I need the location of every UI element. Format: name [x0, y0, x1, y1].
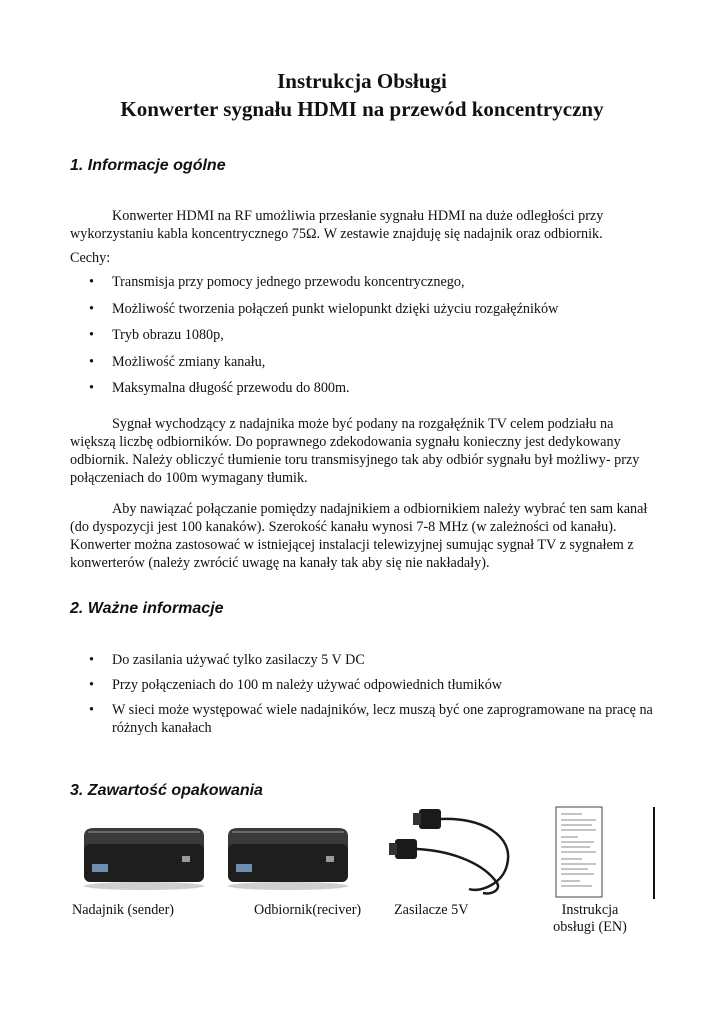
section-1-heading: 1. Informacje ogólne: [70, 157, 226, 174]
list-item: • Możliwość zmiany kanału,: [89, 353, 266, 370]
features-label: Cechy:: [70, 250, 111, 266]
caption-sender: Nadajnik (sender): [72, 902, 175, 918]
bullet-icon: •: [89, 353, 94, 370]
bullet-icon: •: [89, 677, 94, 693]
caption-manual-line2: obsługi (EN): [553, 919, 627, 935]
list-item: • Tryb obrazu 1080p,: [89, 327, 224, 343]
caption-manual-line1: Instrukcja: [561, 902, 619, 918]
list-item: • Przy połączeniach do 100 m należy używać odpowiednich tłumików: [89, 677, 503, 693]
list-item: • Transmisja przy pomocy jednego przewodu koncentrycznego,: [89, 274, 465, 290]
caption-manual: [545, 902, 635, 936]
section-2-heading: 2. Ważne informacje: [70, 600, 224, 617]
caption-receiver: Odbiornik(reciver): [254, 902, 362, 918]
intro-paragraph: Konwerter HDMI na RF umożliwia przesłanie sygnału HDMI na duże odległości przy wykorzystaniu kabla koncentrycznego 75Ω. W zestawie znajduję się nadajnik oraz odbiornik.: [70, 208, 604, 242]
sender-device-image: [78, 822, 210, 892]
section-3-heading: 3. Zawartość opakowania: [70, 782, 263, 799]
document-subtitle: Konwerter sygnału HDMI na przewód koncentryczny: [120, 97, 604, 121]
bullet-icon: •: [89, 274, 94, 290]
bullet-icon: •: [89, 702, 94, 718]
manual-image: [552, 805, 658, 901]
bullet-icon: •: [89, 300, 94, 317]
bullet-icon: •: [89, 652, 94, 668]
splitter-paragraph: Sygnał wychodzący z nadajnika może być podany na rozgałęźnik TV celem podziału na większą liczbę odbiorników. Do poprawnego zdekodowania sygnału konieczny jest dedykowany odbiornik. Należy obliczyć tłumienie toru transmisyjnego tak aby odbiór sygnału był możliwy- przy połączeniach do 100m wymagany tłumik.: [70, 416, 640, 486]
list-item: • Maksymalna długość przewodu do 800m.: [89, 380, 350, 396]
bullet-icon: •: [89, 327, 94, 343]
features-list: [70, 273, 670, 406]
list-item: • W sieci może występować wiele nadajników, lecz muszą być one zaprogramowane na pracę na różnych kanałach: [89, 702, 653, 736]
caption-power-supply: Zasilacze 5V: [394, 902, 469, 918]
important-info-list: [70, 651, 670, 744]
power-supply-image: [385, 805, 525, 897]
receiver-device-image: [222, 822, 354, 892]
list-item: • Możliwość tworzenia połączeń punkt wielopunkt dzięki użyciu rozgałęźników: [89, 300, 559, 317]
document-title: Instrukcja Obsługi: [277, 69, 447, 93]
bullet-icon: •: [89, 380, 94, 396]
channel-paragraph: Aby nawiązać połączanie pomiędzy nadajnikiem a odbiornikiem należy wybrać ten sam kanał (do dyspozycji jest 100 kanaków). Szerokość kanału wynosi 7-8 MHz (w zależności od kanału). Konwerter można zastosować w istniejącej instalacji telewizyjnej sumując sygnał TV z sygnałem z konwerterów (należy zwrócić uwagę na kanały tak aby się nie nakładały).: [70, 501, 648, 571]
list-item: • Do zasilania używać tylko zasilaczy 5 V DC: [89, 652, 365, 668]
